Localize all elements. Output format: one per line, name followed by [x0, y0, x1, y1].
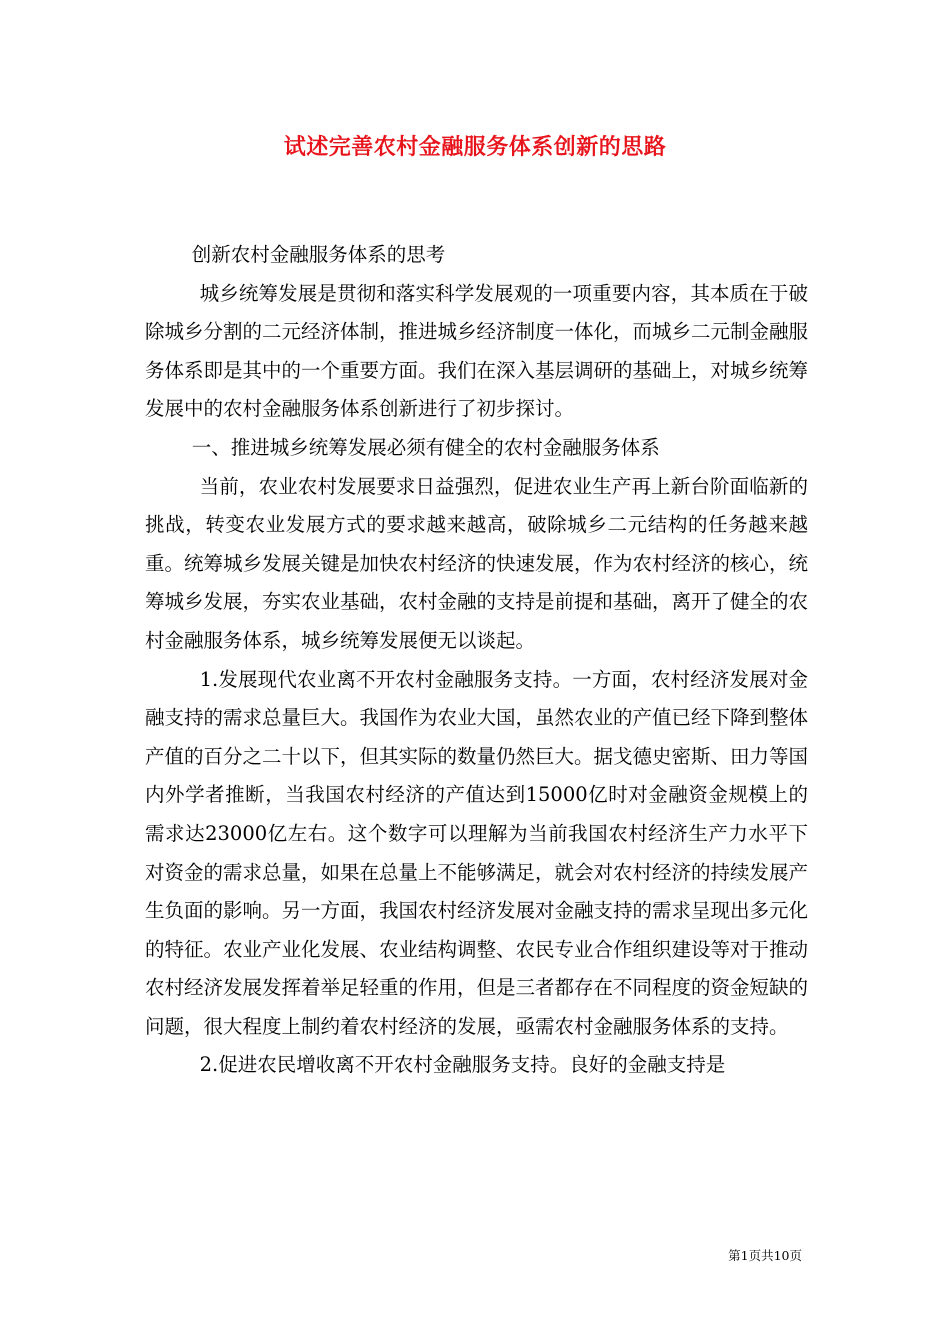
- paragraph: 当前，农业农村发展要求日益强烈，促进农业生产再上新台阶面临新的挑战，转变农业发展方式的要求越来越高，破除城乡二元结构的任务越来越重。统筹城乡发展关键是加快农村经济的快速发展，作为农村经济的核心，统筹城乡发展，夯实农业基础，农村金融的支持是前提和基础，离开了健全的农村金融服务体系，城乡统筹发展便无以谈起。: [145, 474, 809, 652]
- document-title: 试述完善农村金融服务体系创新的思路: [283, 134, 667, 160]
- paragraph: 创新农村金融服务体系的思考: [191, 243, 446, 266]
- paragraph: 城乡统筹发展是贯彻和落实科学发展观的一项重要内容，其本质在于破除城乡分割的二元经济体制，推进城乡经济制度一体化，而城乡二元制金融服务体系即是其中的一个重要方面。我们在深入基层调研的基础上，对城乡统筹发展中的农村金融服务体系创新进行了初步探讨。: [145, 281, 809, 421]
- paragraph: 2.促进农民增收离不开农村金融服务支持。良好的金融支持是: [199, 1053, 726, 1077]
- document-body: [145, 236, 808, 1085]
- paragraph: 1.发展现代农业离不开农村金融服务支持。一方面，农村经济发展对金融支持的需求总量巨大。我国作为农业大国，虽然农业的产值已经下降到整体产值的百分之二十以下，但其实际的数量仍然巨大。据戈德史密斯、田力等国内外学者推断，当我国农村经济的产值达到15000亿时对金融资金规模上的需求达23000亿左右。这个数字可以理解为当前我国农村经济生产力水平下对资金的需求总量，如果在总量上不能够满足，就会对农村经济的持续发展产生负面的影响。另一方面，我国农村经济发展对金融支持的需求呈现出多元化的特征。农业产业化发展、农业结构调整、农民专业合作组织建设等对于推动农村经济发展发挥着举足轻重的作用，但是三者都存在不同程度的资金短缺的问题，很大程度上制约着农村经济的发展，亟需农村金融服务体系的支持。: [145, 667, 809, 1038]
- paragraph: 一、推进城乡统筹发展必须有健全的农村金融服务体系: [191, 435, 660, 459]
- page-number-footer: 第1页共10页: [728, 1248, 802, 1263]
